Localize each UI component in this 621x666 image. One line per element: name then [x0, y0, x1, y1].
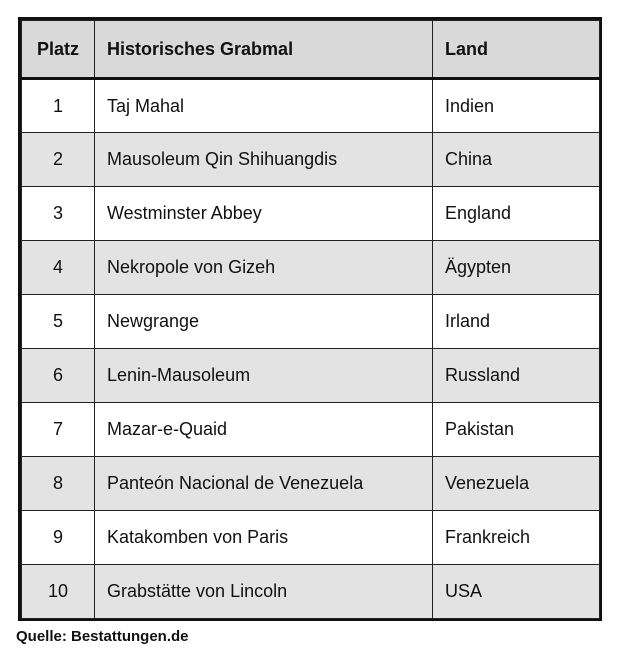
cell-rank: 3 — [22, 187, 95, 241]
table-row — [22, 349, 600, 403]
cell-rank: 9 — [22, 511, 95, 565]
header-tomb: Historisches Grabmal — [95, 21, 433, 79]
table-row — [22, 295, 600, 349]
table-row — [22, 187, 600, 241]
cell-country: Irland — [433, 295, 600, 349]
header-rank: Platz — [22, 21, 95, 79]
cell-tomb: Mazar-e-Quaid — [95, 403, 433, 457]
source-note: Quelle: Bestattungen.de — [16, 628, 189, 645]
table-row — [22, 565, 600, 619]
cell-rank: 10 — [22, 565, 95, 619]
cell-country: Russland — [433, 349, 600, 403]
cell-rank: 7 — [22, 403, 95, 457]
cell-tomb: Lenin-Mausoleum — [95, 349, 433, 403]
cell-country: Ägypten — [433, 241, 600, 295]
cell-tomb: Mausoleum Qin Shihuangdis — [95, 133, 433, 187]
cell-tomb: Newgrange — [95, 295, 433, 349]
cell-country: England — [433, 187, 600, 241]
cell-country: Indien — [433, 79, 600, 133]
table-row — [22, 79, 600, 133]
table-row — [22, 457, 600, 511]
table-header-row — [22, 21, 600, 79]
ranking-table-container — [18, 17, 602, 621]
table-row — [22, 511, 600, 565]
cell-country: Frankreich — [433, 511, 600, 565]
cell-rank: 2 — [22, 133, 95, 187]
cell-country: China — [433, 133, 600, 187]
cell-rank: 6 — [22, 349, 95, 403]
cell-rank: 4 — [22, 241, 95, 295]
ranking-table — [21, 20, 600, 619]
table-row — [22, 133, 600, 187]
cell-rank: 8 — [22, 457, 95, 511]
table-row — [22, 241, 600, 295]
cell-country: Pakistan — [433, 403, 600, 457]
cell-tomb: Taj Mahal — [95, 79, 433, 133]
table-row — [22, 403, 600, 457]
cell-rank: 5 — [22, 295, 95, 349]
cell-country: Venezuela — [433, 457, 600, 511]
cell-tomb: Nekropole von Gizeh — [95, 241, 433, 295]
cell-country: USA — [433, 565, 600, 619]
cell-tomb: Westminster Abbey — [95, 187, 433, 241]
cell-tomb: Panteón Nacional de Venezuela — [95, 457, 433, 511]
cell-tomb: Katakomben von Paris — [95, 511, 433, 565]
header-country: Land — [433, 21, 600, 79]
cell-rank: 1 — [22, 79, 95, 133]
cell-tomb: Grabstätte von Lincoln — [95, 565, 433, 619]
